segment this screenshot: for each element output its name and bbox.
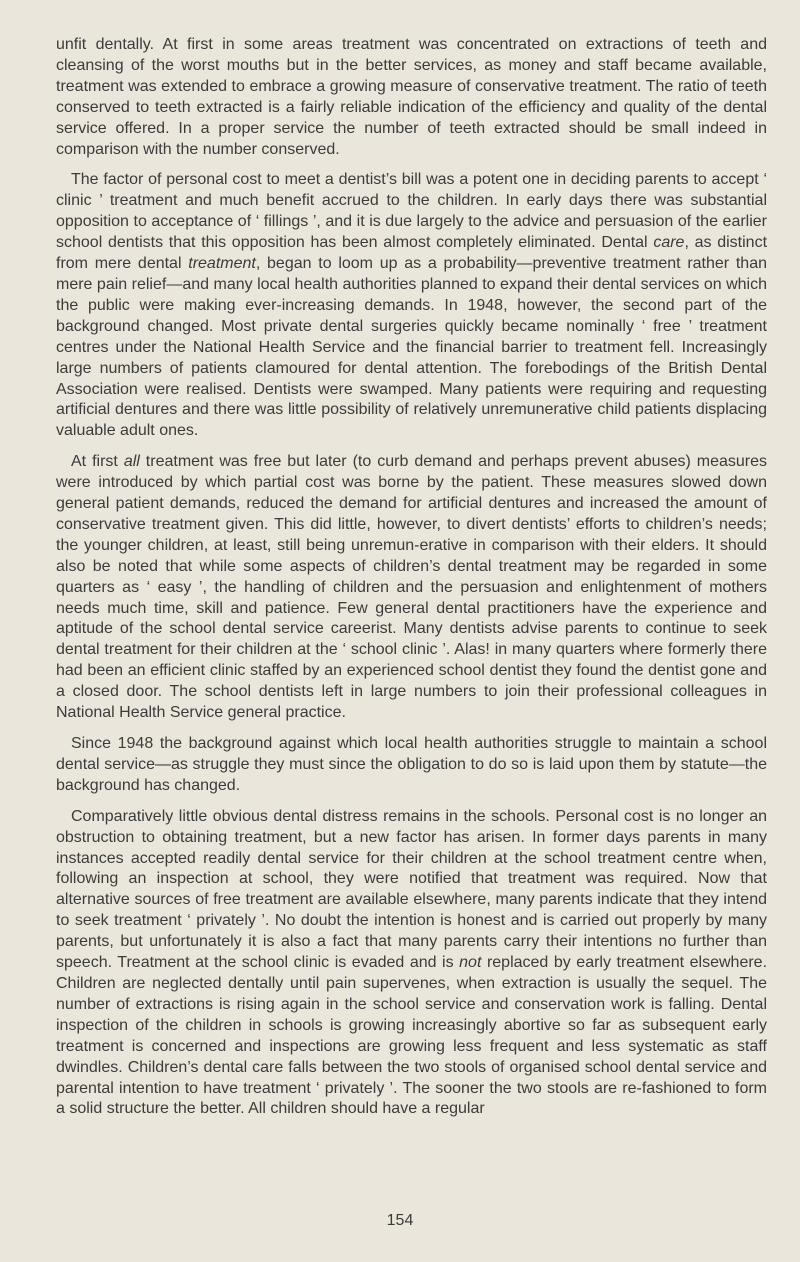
italic-text: all <box>123 453 140 471</box>
italic-text: care <box>653 234 685 252</box>
text-run: treatment was free but later (to curb demand and perhaps prevent abuses) measures were introduced by which partial cost was borne by the patient. These measures slowed down general patient demands, reduced the demand for artificial dentures and increased the amount of conservative treatment given. This did little, however, to divert dentists’ efforts to children’s needs; the younger children, at least, still being unremun-erative in comparison with their elders. It should also be noted that while some aspects of children’s dental treatment may be regarded in some quarters as ‘ easy ’, the handling of children and the persuasion and enlightenment of mothers needs much time, skill and patience. Few general dental practitioners have the experience and aptitude of the school dental service careerist. Many dentists advise parents to continue to seek dental treatment for their children at the ‘ school clinic ’. Alas! in many quarters where formerly there had been an efficient clinic staffed by an experienced school dentist they found the dentist gone and a closed door. The school dentists left in large numbers to join their professional colleagues in National Health Service general practice. <box>56 453 768 722</box>
text-run: unfit dentally. At first in some areas treatment was concentrated on extractions of teeth and cleansing of the worst mouths but in the better services, as money and staff became available, treatment was extended to embrace a growing measure of conservative treatment. The ratio of teeth conserved to teeth extracted is a fairly reliable indication of the efficiency and quality of the dental service offered. In a proper service the number of teeth extracted should be small indeed in comparison with the number conserved. <box>56 36 767 158</box>
text-run: , as distinct from mere dental <box>56 234 768 273</box>
body-text <box>56 35 767 1130</box>
paragraph <box>56 807 767 1121</box>
text-run: , began to loom up as a probability—preventive treatment rather than mere pain relief—and many local health authorities planned to expand their dental services on which the public were making ever-increasing demands. In 1948, however, the second part of the background changed. Most private dental surgeries quickly became nominally ‘ free ’ treatment centres under the National Health Service and the financial barrier to treatment fell. Increasingly large numbers of patients clamoured for dental attention. The forebodings of the British Dental Association were realised. Dentists were swamped. Many patients were requiring and requesting artificial dentures and there was little possibility of relatively unremunerative child patients displacing valuable adult ones. <box>56 255 767 440</box>
paragraph <box>56 170 767 442</box>
text-run: Comparatively little obvious dental distress remains in the schools. Personal cost is no longer an obstruction to obtaining treatment, but a new factor has arisen. In former days parents in many instances accepted readily dental service for their children at the school treatment centre when, following an inspection at school, they were notified that treatment was required. Now that alternative sources of free treatment are available elsewhere, many parents indicate that they intend to seek treatment ‘ privately ’. No doubt the intention is honest and is carried out properly by many parents, but unfortunately it is also a fact that many parents carry their intentions no further than speech. Treatment at the school clinic is evaded and is <box>56 807 767 972</box>
text-run: replaced by early treatment elsewhere. Children are neglected dentally until pain supervenes, when extraction is usually the sequel. The number of extractions is rising again in the school service and conservation work is falling. Dental inspection of the children in schools is growing increasingly abortive so far as subsequent early treatment is concerned and inspections are growing less frequent and less systematic as staff dwindles. Children’s dental care falls between the two stools of organised school dental service and parental intention to have treatment ‘ privately ’. The sooner the two stools are re-fashioned to form a solid structure the better. All children should have a regular <box>56 954 768 1118</box>
paragraph <box>56 452 767 724</box>
text-run: The factor of personal cost to meet a dentist’s bill was a potent one in deciding parents to accept ‘ clinic ’ treatment and much benefit accrued to the children. In early days there was substantial opposition to acceptance of ‘ fillings ’, and it is due largely to the advice and persuasion of the earlier school dentists that this opposition has been almost completely eliminated. Dental <box>56 171 767 252</box>
paragraph <box>56 734 767 797</box>
italic-text: not <box>459 954 482 972</box>
text-run: At first <box>71 453 124 471</box>
paragraph <box>56 35 767 160</box>
italic-text: treatment <box>188 255 256 273</box>
page-number: 154 <box>386 1212 414 1229</box>
text-run: Since 1948 the background against which local health authorities struggle to maintain a school dental service—as struggle they must since the obligation to do so is laid upon them by statute—the background has changed. <box>56 735 767 794</box>
